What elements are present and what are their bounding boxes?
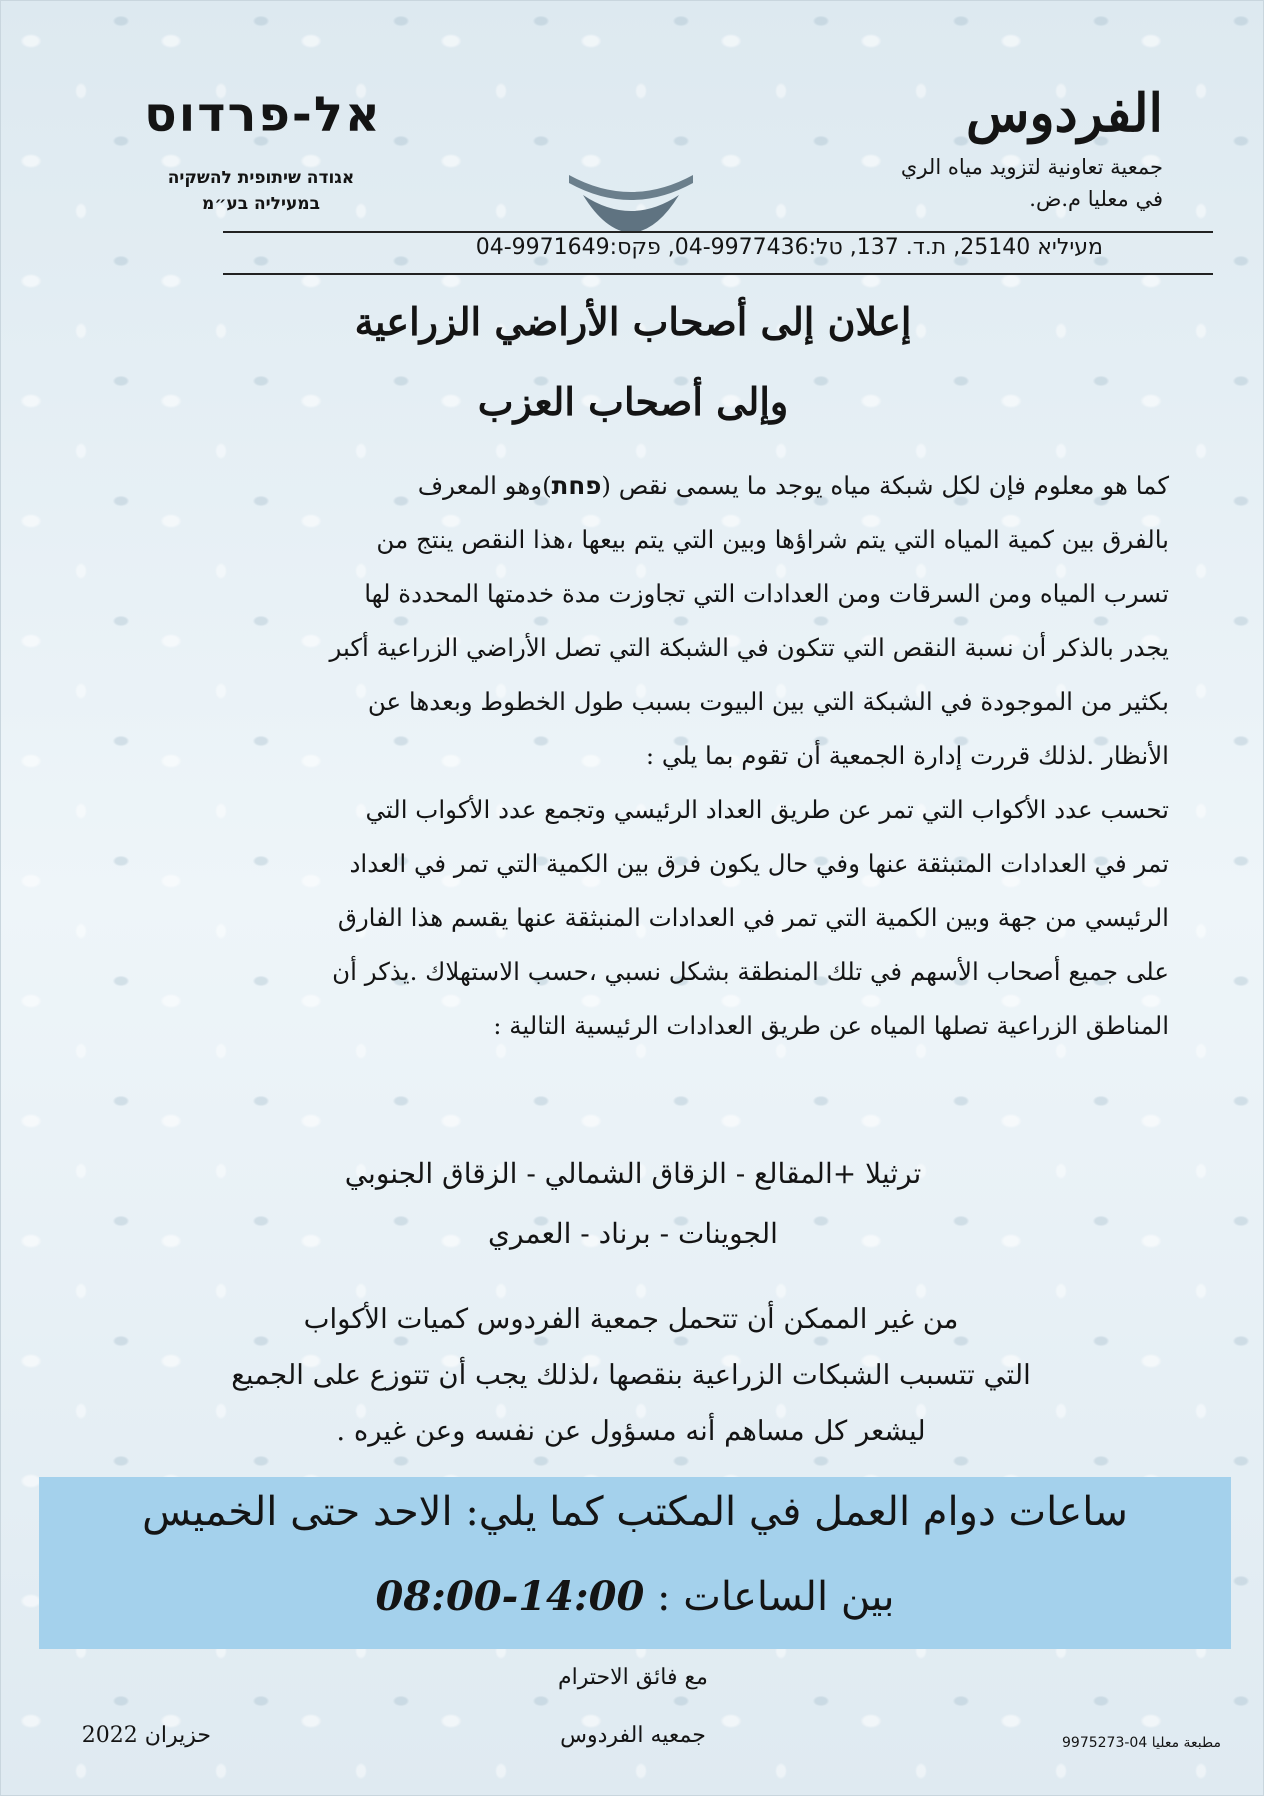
header-rule-bottom: [223, 273, 1213, 275]
body-line-9: الرئيسي من جهة وبين الكمية التي تمر في العدادات المنبثقة عنها يقسم هذا الفارق: [337, 903, 1169, 932]
office-hours-box: [39, 1477, 1231, 1649]
arabic-sub-line2: في معليا م.ض.: [1029, 187, 1163, 211]
closing-line-2: التي تتسبب الشبكات الزراعية بنقصها ،لذلك يجب أن تتوزع على الجميع: [231, 1359, 1031, 1391]
regions-line2: الجوينات - برناد - العمري: [488, 1217, 778, 1250]
pahat-term: פחת: [551, 471, 602, 500]
body-line-11: المناطق الزراعية تصلها المياه عن طريق العدادات الرئيسية التالية :: [493, 1011, 1169, 1040]
notice-title-line1: إعلان إلى أصحاب الأراضي الزراعية: [354, 299, 912, 344]
regions-line1: ترثيلا +المقالع - الزقاق الشمالي - الزقاق الجنوبي: [344, 1157, 922, 1190]
header-rule-top: [223, 231, 1213, 233]
logo-wave-bottom: [583, 195, 679, 233]
hebrew-sub-line2: במעיליה בע״מ: [202, 194, 320, 214]
body-line-4: يجدر بالذكر أن نسبة النقص التي تتكون في الشبكة التي تصل الأراضي الزراعية أكبر: [329, 633, 1169, 662]
body-line-7: تحسب عدد الأكواب التي تمر عن طريق العداد الرئيسي وتجمع عدد الأكواب التي: [365, 795, 1169, 824]
org-logo-icon: [561, 169, 701, 235]
regards-line: مع فائق الاحترام: [558, 1665, 708, 1690]
office-hours-times: [39, 1573, 1231, 1620]
arabic-org-name: الفردوس: [965, 83, 1163, 144]
office-hours-days: ساعات دوام العمل في المكتب كما يلي: الاحد حتى الخميس: [142, 1489, 1128, 1535]
notice-body: [109, 459, 1169, 1053]
contact-line: מעיליא 25140, ת.ד. 137, טל:04-9977436, פקס:04-9971649: [475, 235, 1103, 260]
printer-credit: مطبعة معليا 04-9975273: [1062, 1735, 1221, 1751]
closing-line-3: ليشعر كل مساهم أنه مسؤول عن نفسه وعن غيره .: [336, 1415, 926, 1447]
arabic-sub-line1: جمعية تعاونية لتزويد مياه الري: [900, 155, 1163, 179]
notice-title-line2: وإلى أصحاب العزب: [477, 379, 789, 424]
body-line-2: بالفرق بين كمية المياه التي يتم شراؤها وبين التي يتم بيعها ،هذا النقص ينتج من: [376, 525, 1169, 554]
logo-wave-top: [569, 175, 693, 200]
body-line-3: تسرب المياه ومن السرقات ومن العدادات التي تجاوزت مدة خدمتها المحددة لها: [364, 579, 1169, 608]
arabic-org-subtitle: [783, 151, 1163, 215]
hebrew-org-subtitle: [121, 165, 401, 217]
body-line-5: بكثير من الموجودة في الشبكة التي بين البيوت بسبب طول الخطوط وبعدها عن: [367, 687, 1169, 716]
closing-line-1: من غير الممكن أن تتحمل جمعية الفردوس كميات الأكواب: [303, 1303, 959, 1335]
hebrew-org-name: אל-פרדוס: [144, 87, 382, 143]
notice-date: حزيران 2022: [81, 1723, 211, 1748]
body-line-6: الأنظار .لذلك قررت إدارة الجمعية أن تقوم بما يلي :: [645, 741, 1169, 770]
association-signature: جمعيه الفردوس: [560, 1723, 706, 1748]
body-line-10: على جميع أصحاب الأسهم في تلك المنطقة بشكل نسبي ،حسب الاستهلاك .يذكر أن: [332, 957, 1169, 986]
closing-paragraph: [91, 1291, 1171, 1459]
body-line-8: تمر في العدادات المنبثقة عنها وفي حال يكون فرق بين الكمية التي تمر في العداد: [349, 849, 1169, 878]
office-hours-value: 08:00-14:00: [375, 1573, 645, 1620]
body-line-1: كما هو معلوم فإن لكل شبكة مياه يوجد ما يسمى نقص (פחת)وهو المعرف: [417, 471, 1169, 500]
hebrew-sub-line1: אגודה שיתופית להשקיה: [167, 168, 355, 188]
office-hours-label: بين الساعات :: [644, 1574, 895, 1620]
